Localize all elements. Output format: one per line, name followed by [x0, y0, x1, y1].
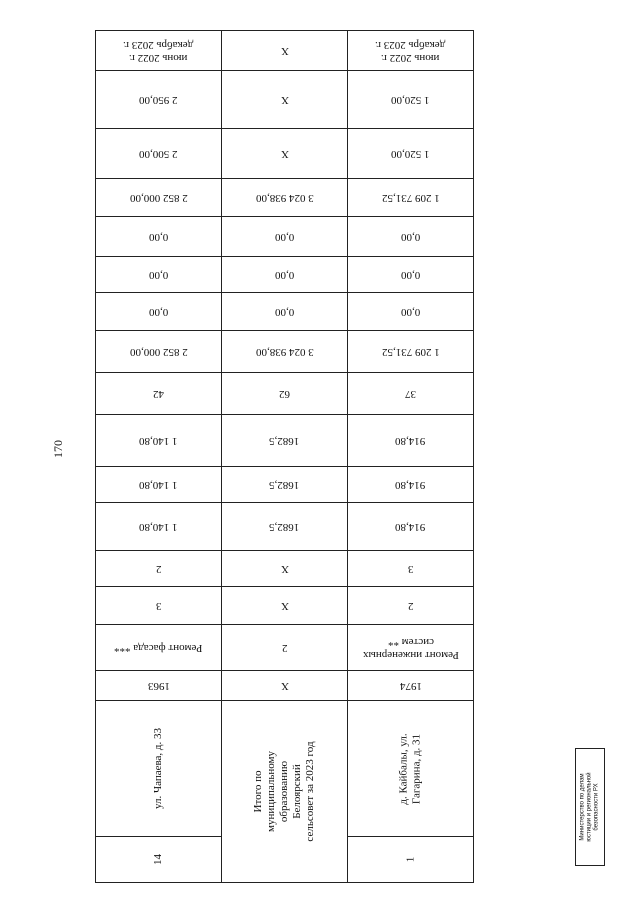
table-row: [96, 179, 474, 217]
table-row: [96, 373, 474, 415]
table-cell: X: [222, 129, 348, 179]
table-cell: 2 950,00: [96, 71, 222, 129]
table-row: [96, 257, 474, 293]
table-cell: 1682,5: [222, 467, 348, 503]
table-row: [96, 293, 474, 331]
table-cell: 0,00: [222, 257, 348, 293]
table-cell: X: [222, 551, 348, 587]
table-cell: 37: [348, 373, 474, 415]
table-row: [96, 415, 474, 467]
table-row: [96, 625, 474, 671]
address-row: [96, 701, 474, 837]
register-table-grid: [95, 30, 474, 883]
table-cell: 1682,5: [222, 503, 348, 551]
table-cell: 1 209 731,52: [348, 331, 474, 373]
table-cell: июнь 2022 г. декабрь 2023 г.: [348, 31, 474, 71]
table-row: [96, 503, 474, 551]
table-cell: 3: [348, 551, 474, 587]
table-cell: 2 852 000,00: [96, 179, 222, 217]
stamp-text: Министерство по делам юстиции и региональной безопасности РХ: [579, 772, 600, 842]
table-cell: Ремонт фасада ***: [96, 625, 222, 671]
table-cell: 0,00: [222, 217, 348, 257]
table-cell: 2: [348, 587, 474, 625]
table-cell: 914,80: [348, 415, 474, 467]
table-row: [96, 331, 474, 373]
page-number: 170: [51, 440, 65, 458]
table-cell: Ремонт инженерных систем **: [348, 625, 474, 671]
table-cell: 3 024 938,00: [222, 179, 348, 217]
table-cell: 1 140,80: [96, 503, 222, 551]
table-row: [96, 467, 474, 503]
table-cell: 2 500,00: [96, 129, 222, 179]
table-cell: 0,00: [96, 257, 222, 293]
table-cell: 2: [222, 625, 348, 671]
table-cell: 0,00: [222, 293, 348, 331]
table-cell: X: [222, 71, 348, 129]
table-row: [96, 587, 474, 625]
table-cell: 42: [96, 373, 222, 415]
table-cell: 914,80: [348, 467, 474, 503]
row-number-cell: 1: [348, 837, 474, 883]
table-cell: 2: [96, 551, 222, 587]
table-cell: 2 852 000,00: [96, 331, 222, 373]
table-cell: 1682,5: [222, 415, 348, 467]
table-cell: 3: [96, 587, 222, 625]
table-cell: 0,00: [96, 217, 222, 257]
table-cell: X: [222, 587, 348, 625]
table-row: [96, 551, 474, 587]
table-cell: 0,00: [348, 257, 474, 293]
ministry-stamp: [575, 748, 605, 866]
table-row: [96, 217, 474, 257]
table-row: [96, 671, 474, 701]
table-cell: 1 520,00: [348, 71, 474, 129]
table-cell: 1 140,80: [96, 415, 222, 467]
total-label-cell: Итого по муниципальному образованию Белоярский сельсовет за 2023 год: [222, 701, 348, 883]
address-cell: ул. Чапаева, д. 33: [96, 701, 222, 837]
address-cell: д. Кайбалы, ул. Гагарина, д. 31: [348, 701, 474, 837]
table-row: [96, 71, 474, 129]
table-cell: 3 024 938,00: [222, 331, 348, 373]
table-row: [96, 129, 474, 179]
table-cell: X: [222, 31, 348, 71]
table-cell: 0,00: [96, 293, 222, 331]
table-cell: 62: [222, 373, 348, 415]
table-cell: 1 520,00: [348, 129, 474, 179]
table-cell: 0,00: [348, 293, 474, 331]
table-cell: 1963: [96, 671, 222, 701]
table-cell: 0,00: [348, 217, 474, 257]
table-cell: X: [222, 671, 348, 701]
row-number-cell: 14: [96, 837, 222, 883]
register-table: [95, 30, 473, 865]
table-row: [96, 31, 474, 71]
table-cell: 914,80: [348, 503, 474, 551]
table-cell: июнь 2022 г. декабрь 2023 г.: [96, 31, 222, 71]
table-cell: 1 140,80: [96, 467, 222, 503]
table-cell: 1974: [348, 671, 474, 701]
table-cell: 1 209 731,52: [348, 179, 474, 217]
